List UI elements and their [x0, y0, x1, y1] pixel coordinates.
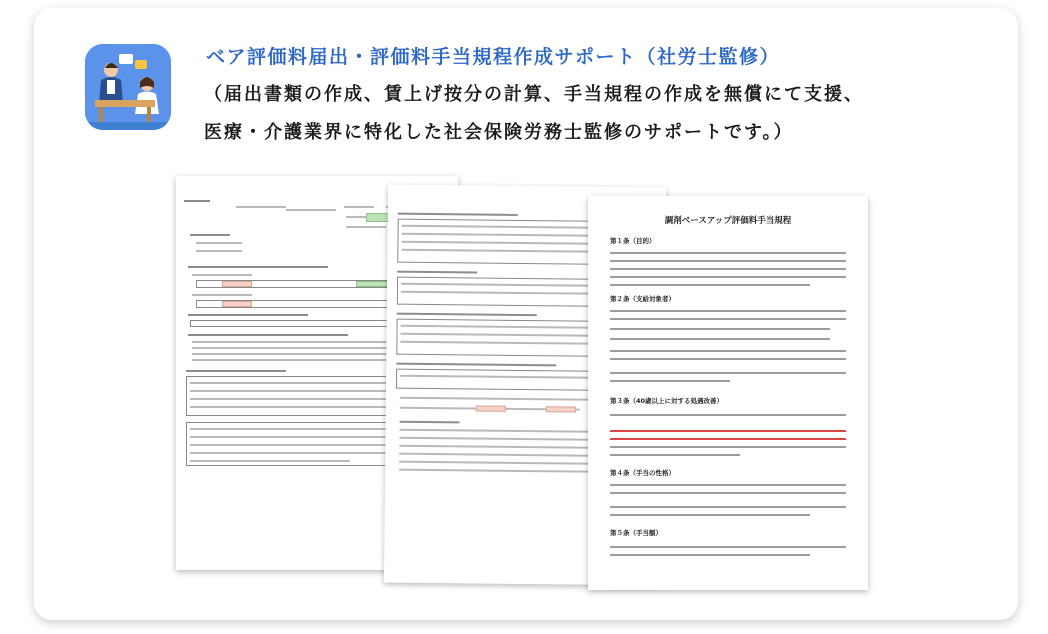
- rules-section-heading: 第５条（手当額）: [610, 529, 662, 537]
- rules-section-heading: 第２条（支給対象者）: [610, 295, 675, 303]
- rules-section-heading: 第１条（目的）: [610, 237, 656, 245]
- rules-doc-title: 調剤ベースアップ評価料手当規程: [664, 216, 792, 226]
- page-title: ベア評価料届出・評価料手当規程作成サポート（社労士監修）: [206, 46, 781, 68]
- rules-section-heading: 第３条（40歳以上に対する処遇改善）: [610, 397, 724, 405]
- rules-section-heading: 第４条（手当の性格）: [610, 469, 675, 477]
- description-line-2: 医療・介護業界に特化した社会保険労務士監修のサポートです。）: [204, 122, 794, 143]
- description-line-1: （届出書類の作成、賃上げ按分の計算、手当規程の作成を無償にて支援、: [204, 84, 864, 105]
- consultation-illustration-icon: [85, 44, 171, 130]
- allowance-rules-document: [588, 196, 868, 590]
